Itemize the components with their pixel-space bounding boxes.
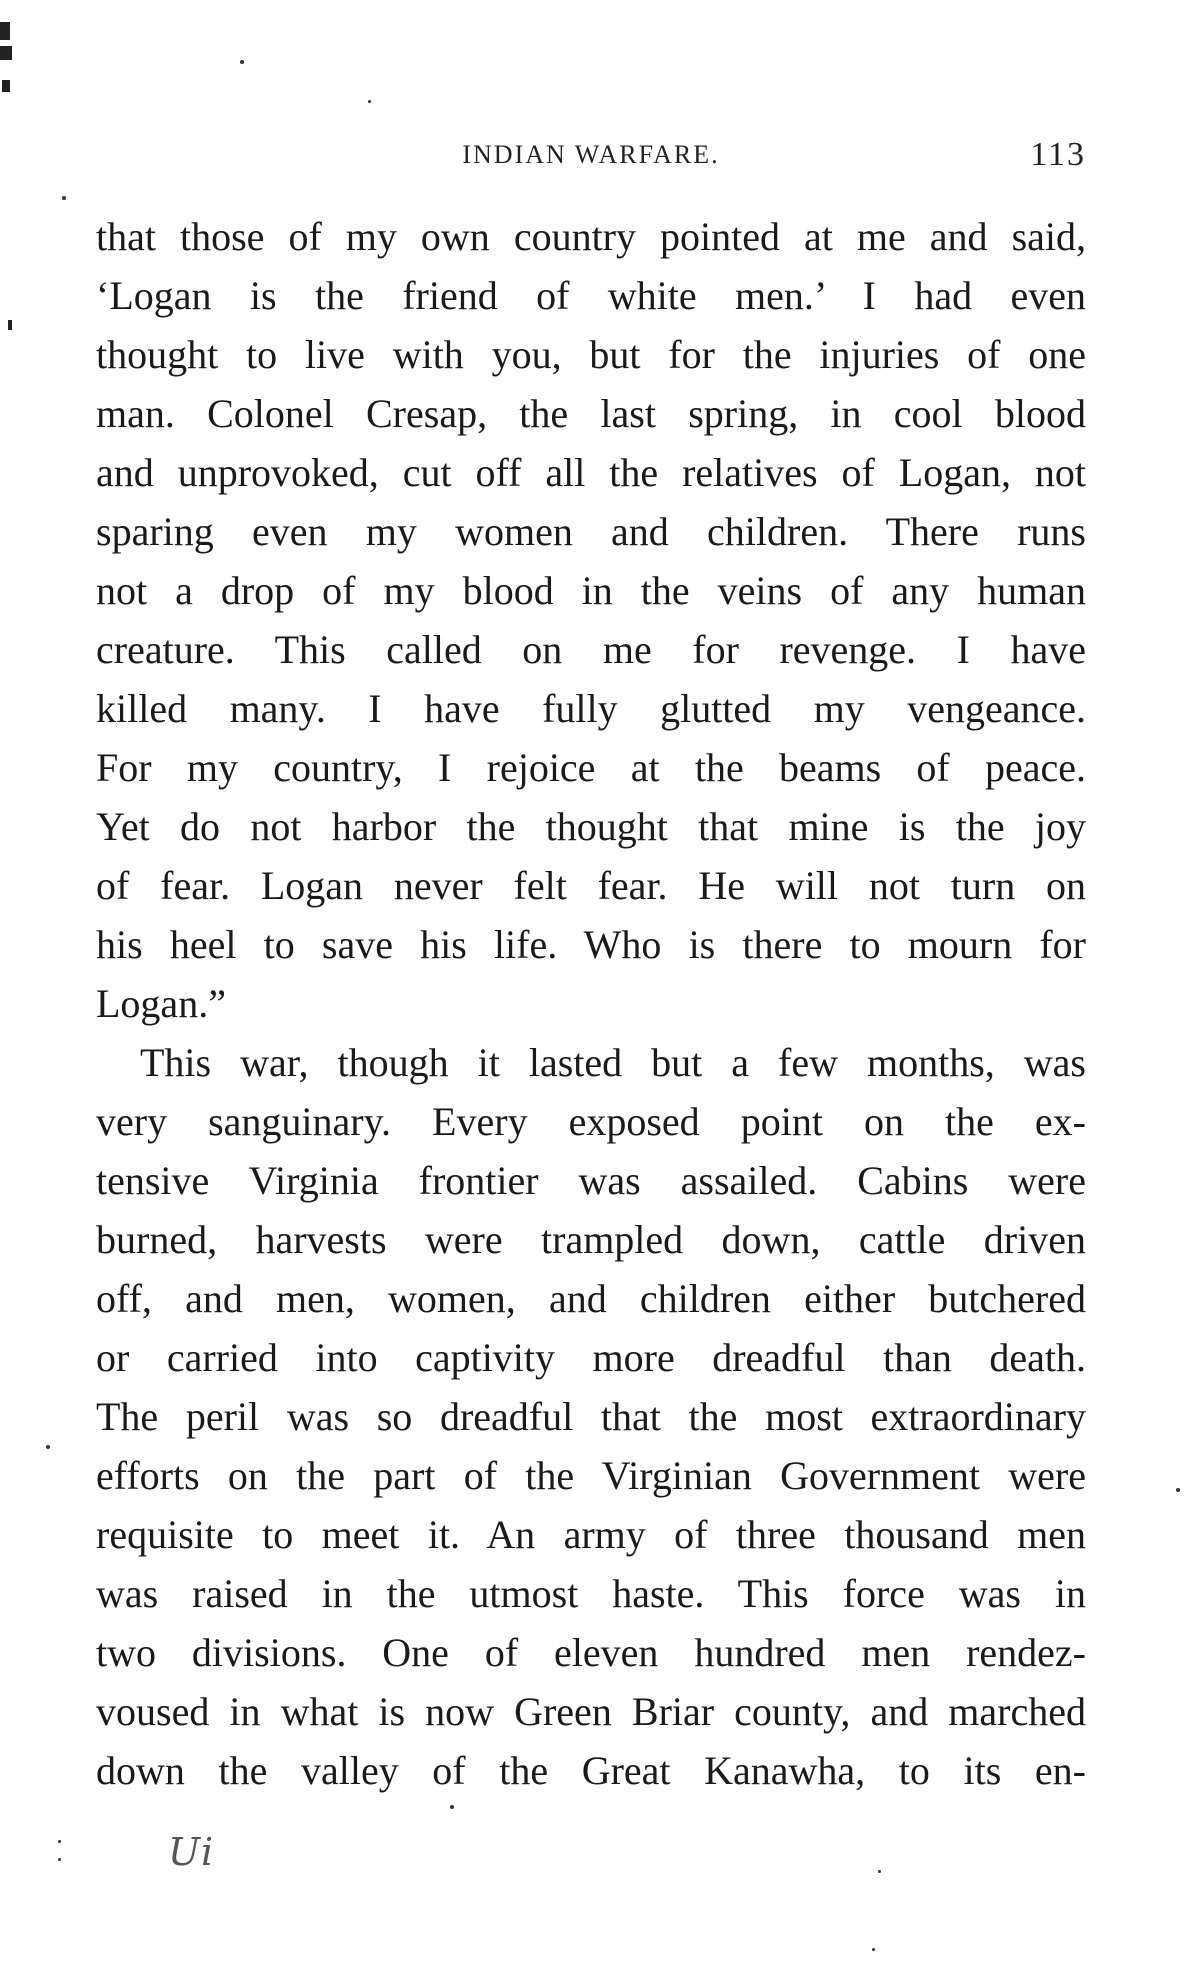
text-line: requisite to meet it. An army of three thousand men: [96, 1512, 1086, 1557]
scan-speck: [58, 1858, 61, 1861]
text-line: killed many. I have fully glutted my vengeance.: [96, 686, 1086, 731]
text-line: not a drop of my blood in the veins of any human: [96, 568, 1086, 613]
scan-speck: [878, 1870, 881, 1873]
text-line: creature. This called on me for revenge. I have: [96, 627, 1086, 672]
text-line: ‘Logan is the friend of white men.’ I had even: [96, 273, 1086, 318]
text-line: Yet do not harbor the thought that mine is the joy: [96, 804, 1086, 849]
text-line: Logan.”: [96, 981, 226, 1026]
text-line: man. Colonel Cresap, the last spring, in cool blood: [96, 391, 1086, 436]
text-line: efforts on the part of the Virginian Government were: [96, 1453, 1086, 1498]
paragraph-start-line: This war, though it lasted but a few months, was: [140, 1040, 1086, 1085]
running-head: [96, 136, 1086, 180]
scan-speck: [450, 1805, 454, 1809]
text-line: burned, harvests were trampled down, cattle driven: [96, 1217, 1086, 1262]
text-line: of fear. Logan never felt fear. He will not turn on: [96, 863, 1086, 908]
scan-edge-mark: [0, 46, 12, 60]
text-line: sparing even my women and children. There runs: [96, 509, 1086, 554]
text-line: that those of my own country pointed at me and said,: [96, 214, 1086, 259]
text-line: or carried into captivity more dreadful than death.: [96, 1335, 1086, 1380]
scan-speck: [872, 1948, 875, 1951]
text-line: was raised in the utmost haste. This force was in: [96, 1571, 1086, 1616]
text-line: The peril was so dreadful that the most extraordinary: [96, 1394, 1086, 1439]
text-line: off, and men, women, and children either butchered: [96, 1276, 1086, 1321]
text-line: tensive Virginia frontier was assailed. Cabins were: [96, 1158, 1086, 1203]
text-line: his heel to save his life. Who is there to mourn for: [96, 922, 1086, 967]
scan-speck: [240, 60, 244, 64]
text-line: down the valley of the Great Kanawha, to its en-: [96, 1748, 1086, 1793]
scan-edge-mark: [2, 80, 10, 92]
scan-edge-mark: [0, 22, 10, 40]
scan-speck: [46, 1445, 50, 1449]
running-title: INDIAN WARFARE.: [462, 140, 720, 169]
text-line: thought to live with you, but for the injuries of one: [96, 332, 1086, 377]
text-line: two divisions. One of eleven hundred men rendez-: [96, 1630, 1086, 1675]
library-stamp: Ui: [168, 1830, 215, 1874]
text-line: and unprovoked, cut off all the relatives of Logan, not: [96, 450, 1086, 495]
page-number: 113: [1030, 136, 1086, 173]
scan-speck: [1176, 1488, 1180, 1492]
scan-speck: [368, 100, 371, 103]
text-line: voused in what is now Green Briar county, and marched: [96, 1689, 1086, 1734]
body-text: [96, 207, 1086, 1800]
scan-speck: [62, 196, 66, 200]
scan-speck: [58, 1840, 61, 1843]
text-line: For my country, I rejoice at the beams of peace.: [96, 745, 1086, 790]
scan-edge-mark: [8, 320, 12, 330]
text-line: very sanguinary. Every exposed point on the ex-: [96, 1099, 1086, 1144]
